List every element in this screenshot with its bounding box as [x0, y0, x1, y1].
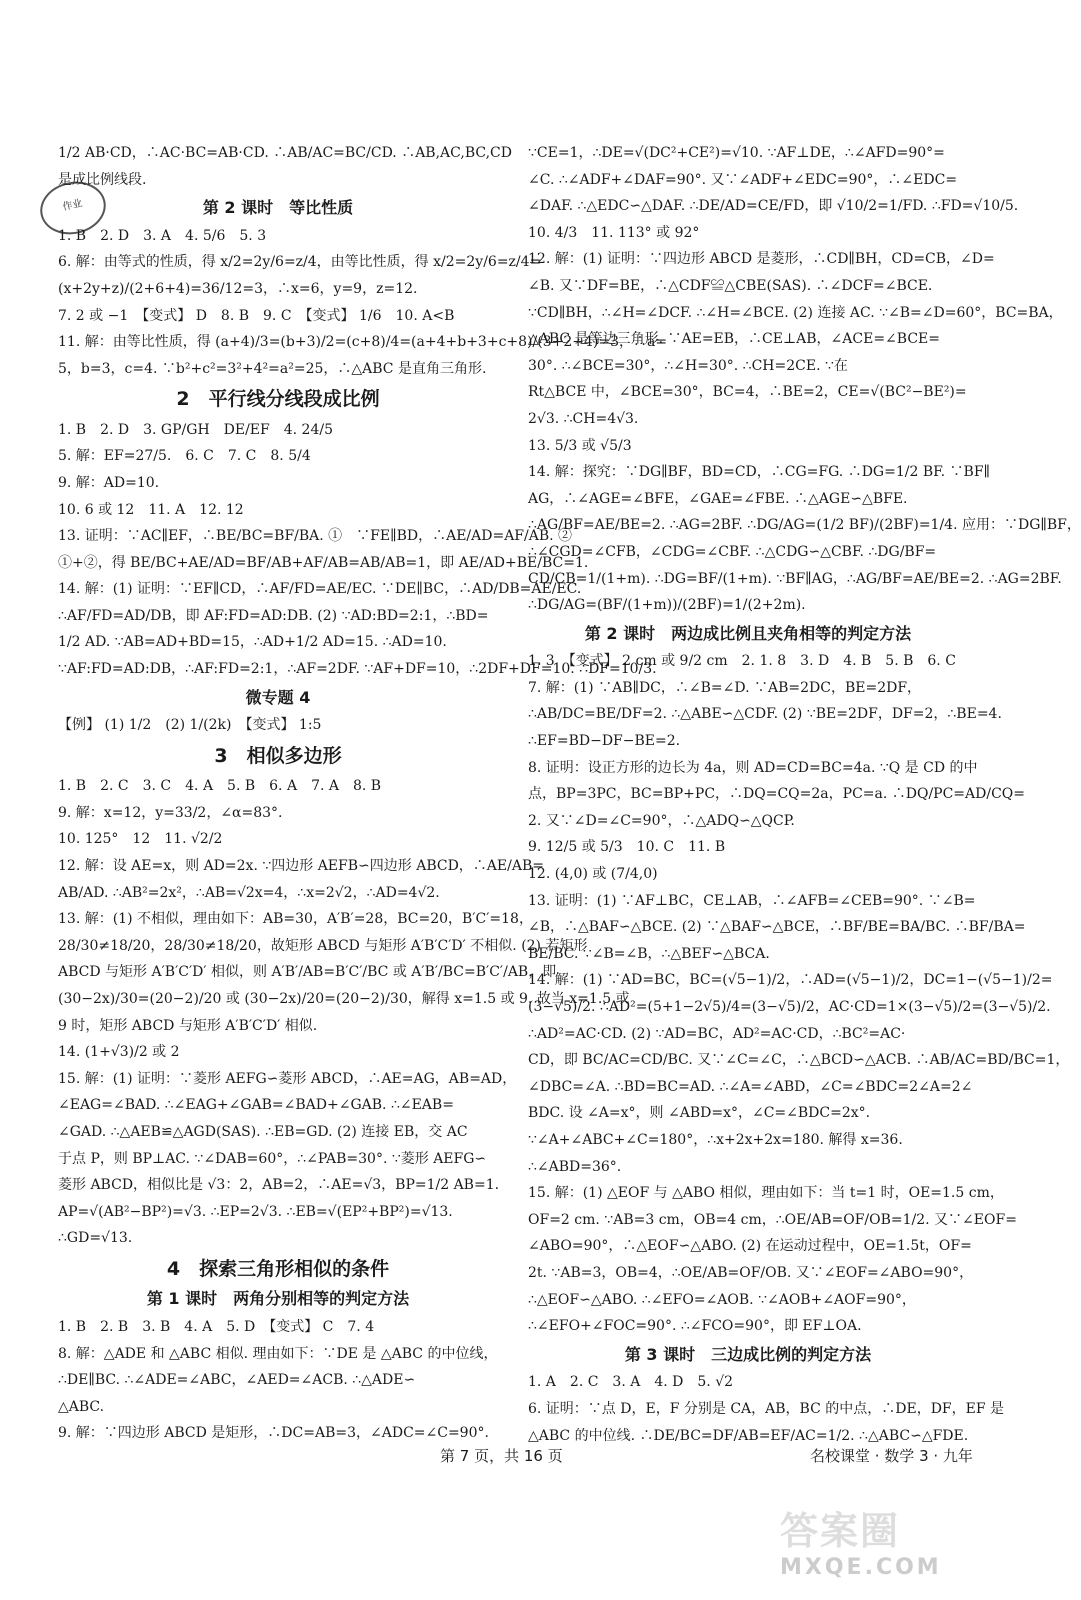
answer-line: ∠GAD. ∴△AEB≌△AGD(SAS). ∴EB=GD. (2) 连接 EB，交 AC — [58, 1123, 468, 1140]
answer-line: 2√3. ∴CH=4√3. — [528, 410, 639, 427]
watermark-logo: 答案圈 — [780, 1509, 901, 1553]
answer-line: CD/CB=1/(1+m). ∴DG=BF/(1+m). ∵BF∥AG，∴AG/BF=AE/BE=2. ∴AG=2BF. — [528, 570, 1062, 587]
section-heading: 第 2 课时 等比性质 — [202, 198, 354, 218]
answer-line: 6. 证明：∵点 D，E，F 分别是 CA，AB，BC 的中点，∴DE，DF，EF 是 — [528, 1400, 1005, 1417]
answer-line: ∠DAF. ∴△EDC∽△DAF. ∴DE/AD=CE/FD，即 √10/2=1/FD. ∴FD=√10/5. — [528, 198, 1019, 215]
answer-line: ∴GD=√13. — [58, 1230, 133, 1247]
answer-line: 12. (4,0) 或 (7/4,0) — [528, 866, 658, 883]
answer-line: BE/BC. ∵∠B=∠B，∴△BEF∽△BCA. — [528, 945, 770, 962]
answer-line: 8. 证明：设正方形的边长为 4a，则 AD=CD=BC=4a. ∵Q 是 CD 的中 — [528, 759, 978, 776]
answer-line: 1/2 AB·CD，∴AC·BC=AB·CD. ∴AB/AC=BC/CD. ∴AB,AC,BC,CD — [58, 145, 512, 161]
answer-line: 9. 12/5 或 5/3 10. C 11. B — [528, 839, 726, 856]
answer-line: ∵CE=1，∴DE=√(DC²+CE²)=√10. ∵AF⊥DE，∴∠AFD=90°= — [528, 145, 945, 161]
answer-line: 11. 解：由等比性质，得 (a+4)/3=(b+3)/2=(c+8)/4=(a+4+b+3+c+8)/(3+2+4)=3，∴a= — [58, 334, 668, 351]
answer-line: 14. 解：(1) 证明：∵EF∥CD，∴AF/FD=AE/EC. ∵DE∥BC，∴AD/DB=AE/EC. — [58, 581, 582, 598]
answer-line: 1. B 2. D 3. GP/GH DE/EF 4. 24/5 — [58, 421, 333, 438]
answer-line: ∴∠EFO+∠FOC=90°. ∴∠FCO=90°，即 EF⊥OA. — [528, 1318, 862, 1335]
right-column — [528, 140, 1081, 1449]
answer-line: 【例】 (1) 1/2 (2) 1/(2k) 【变式】 1:5 — [58, 717, 322, 734]
answer-line: ∵AF:FD=AD:DB，∴AF:FD=2:1，∴AF=2DF. ∵AF+DF=10，∴2DF+DF=10. ∴DF=10/3. — [58, 661, 657, 678]
answer-line: ∴AB/DC=BE/DF=2. ∴△ABE∽△CDF. (2) ∵BE=2DF，DF=2，∴BE=4. — [528, 706, 1002, 723]
answer-line: ∠C. ∴∠ADF+∠DAF=90°. 又∵∠ADF+∠EDC=90°，∴∠EDC= — [528, 171, 958, 188]
answer-line: ∴AG/BF=AE/BE=2. ∴AG=2BF. ∴DG/AG=(1/2 BF)/(2BF)=1/4. 应用：∵DG∥BF， — [528, 517, 1081, 534]
answer-line: CD，即 BC/AC=CD/BC. 又∵∠C=∠C，∴△BCD∽△ACB. ∴AB/AC=BD/BC=1， — [528, 1052, 1070, 1069]
answer-line: BDC. 设 ∠A=x°，则 ∠ABD=x°，∠C=∠BDC=2x°. — [528, 1105, 871, 1122]
answer-line: ∴AF/FD=AD/DB，即 AF:FD=AD:DB. (2) ∵AD:BD=2:1，∴BD= — [58, 607, 489, 624]
answer-line: Rt△BCE 中，∠BCE=30°，BC=4，∴BE=2，CE=√(BC²−BE²)= — [528, 384, 967, 401]
answer-line: 13. 解：(1) 不相似，理由如下：AB=30，A′B′=28，BC=20，B′C′=18， — [58, 911, 533, 928]
section-heading: 第 1 课时 两角分别相等的判定方法 — [146, 1289, 410, 1309]
answer-line: (x+2y+z)/(2+6+4)=36/12=3，∴x=6，y=9，z=12. — [58, 280, 418, 297]
answer-line: 9. 解：AD=10. — [58, 474, 160, 491]
answer-line: (30−2x)/30=(20−2)/20 或 (30−2x)/20=(20−2)/30，解得 x=1.5 或 9. 故当 x=1.5 或 — [58, 991, 630, 1007]
section-heading: 微专题 4 — [245, 687, 311, 707]
answer-line: ∴∠ABD=36°. — [528, 1158, 622, 1175]
answer-line: 13. 5/3 或 √5/3 — [528, 437, 632, 454]
section-heading: 3 相似多边形 — [214, 744, 342, 767]
section-heading: 2 平行线分线段成比例 — [176, 388, 380, 411]
answer-line: ∠EAG=∠BAD. ∴∠EAG+∠GAB=∠BAD+∠GAB. ∴∠EAB= — [58, 1097, 454, 1114]
answer-line: 1/2 AD. ∵AB=AD+BD=15，∴AD+1/2 AD=15. ∴AD=10. — [58, 634, 447, 651]
answer-line: 1. B 2. D 3. A 4. 5/6 5. 3 — [58, 227, 267, 244]
answer-line: 7. 解：(1) ∵AB∥DC，∴∠B=∠D. ∵AB=2DC，BE=2DF， — [528, 679, 922, 696]
answer-line: 点，BP=3PC，BC=BP+PC，∴DQ=CQ=2a，PC=a. ∴DQ/PC=AD/CQ= — [528, 786, 1026, 803]
answer-line: ∴∠CGD=∠CFB，∠CDG=∠CBF. ∴△CDG∽△CBF. ∴DG/BF= — [528, 543, 937, 560]
answer-line: 14. 解：探究：∵DG∥BF，BD=CD，∴CG=FG. ∴DG=1/2 BF. ∵BF∥ — [528, 464, 991, 481]
answer-line: 9. 解：∵四边形 ABCD 是矩形，∴DC=AB=3，∠ADC=∠C=90°. — [58, 1425, 489, 1442]
answer-line: ABCD 与矩形 A′B′C′D′ 相似，则 A′B′/AB=B′C′/BC 或 A′B′/BC=B′C′/AB，即 — [58, 964, 557, 981]
answer-line: 5. 解：EF=27/5. 6. C 7. C 8. 5/4 — [58, 448, 311, 465]
answer-line: 菱形 ABCD，相似比是 √3：2，AB=2，∴AE=√3，BP=1/2 AB=1. — [58, 1177, 500, 1194]
answer-line: 2. 又∵∠D=∠C=90°，∴△ADQ∽△QCP. — [528, 812, 795, 829]
section-heading: 第 3 课时 三边成比例的判定方法 — [624, 1344, 872, 1364]
answer-line: 14. (1+√3)/2 或 2 — [58, 1044, 180, 1061]
answer-line: △ABC. — [58, 1398, 105, 1415]
answer-line: 15. 解：(1) △EOF 与 △ABO 相似，理由如下：当 t=1 时，OE=1.5 cm， — [528, 1185, 1004, 1202]
watermark — [780, 1500, 990, 1580]
answer-line: 1. B 2. C 3. C 4. A 5. B 6. A 7. A 8. B — [58, 778, 382, 795]
answer-line: ∵∠A+∠ABC+∠C=180°，∴x+2x+2x=180. 解得 x=36. — [528, 1131, 903, 1148]
answer-line: △ABC 是等边三角形. ∵AE=EB，∴CE⊥AB，∠ACE=∠BCE= — [528, 331, 940, 348]
answer-line: ∠B，∴△BAF∽△BCE. (2) ∵△BAF∽△BCE，∴BF/BE=BA/BC. ∴BF/BA= — [528, 919, 1026, 936]
answer-line: AG，∴∠AGE=∠BFE，∠GAE=∠FBE. ∴△AGE∽△BFE. — [528, 490, 908, 507]
page-number: 第 7 页，共 16 页 — [440, 1447, 563, 1465]
watermark-url: MXQE.COM — [780, 1555, 942, 1580]
answer-line: 30°. ∴∠BCE=30°，∴∠H=30°. ∴CH=2CE. ∵在 — [528, 357, 848, 374]
book-series: 名校课堂 · 数学 3 · 九年 — [810, 1447, 973, 1465]
answer-line: OF=2 cm. ∵AB=3 cm，OB=4 cm，∴OE/AB=OF/OB=1/2. 又∵∠EOF= — [528, 1211, 1017, 1228]
answer-line: ∠ABO=90°，∴△EOF∽△ABO. (2) 在运动过程中，OE=1.5t，OF= — [528, 1238, 972, 1255]
answer-line: AP=√(AB²−BP²)=√3. ∴EP=2√3. ∴EB=√(EP²+BP²)=√13. — [58, 1203, 453, 1220]
answer-line: 13. 证明：(1) ∵AF⊥BC，CE⊥AB，∴∠AFB=∠CEB=90°. ∵∠B= — [528, 892, 976, 909]
answer-line: ∠DBC=∠A. ∴BD=BC=AD. ∴∠A=∠ABD，∠C=∠BDC=2∠A=2∠ — [528, 1078, 973, 1095]
answer-line: 7. 2 或 −1 【变式】 D 8. B 9. C 【变式】 1/6 10. A<B — [58, 307, 455, 324]
answer-line: △ABC 的中位线. ∴DE/BC=DF/AB=EF/AC=1/2. ∴△ABC∽△FDE. — [528, 1427, 969, 1444]
section-heading: 4 探索三角形相似的条件 — [166, 1257, 390, 1280]
answer-line: 9 时，矩形 ABCD 与矩形 A′B′C′D′ 相似. — [58, 1017, 318, 1034]
answer-line: 于点 P，则 BP⊥AC. ∵∠DAB=60°，∴∠PAB=30°. ∵菱形 AEFG∽ — [58, 1150, 487, 1167]
section-heading: 第 2 课时 两边成比例且夹角相等的判定方法 — [584, 623, 912, 643]
answer-line: 10. 4/3 11. 113° 或 92° — [528, 224, 700, 241]
answer-line: 10. 125° 12 11. √2/2 — [58, 831, 223, 848]
answer-line: 6. 解：由等式的性质，得 x/2=2y/6=z/4，由等比性质，得 x/2=2y/6=z/4= — [58, 254, 542, 271]
stamp: 作业 — [35, 176, 110, 241]
answer-line: 9. 解：x=12，y=33/2，∠α=83°. — [58, 804, 283, 821]
answer-line: 2t. ∵AB=3，OB=4，∴OE/AB=OF/OB. 又∵∠EOF=∠ABO=90°， — [528, 1264, 974, 1281]
answer-line: ∴AD²=AC·CD. (2) ∵AD=BC，AD²=AC·CD，∴BC²=AC· — [528, 1025, 906, 1042]
answer-line: ∴EF=BD−DF−BE=2. — [528, 733, 681, 750]
answer-line: 5，b=3，c=4. ∵b²+c²=3²+4²=a²=25，∴△ABC 是直角三角形. — [58, 360, 487, 377]
answer-line: ∴DE∥BC. ∴∠ADE=∠ABC，∠AED=∠ACB. ∴△ADE∽ — [58, 1372, 416, 1389]
answer-line: ∠B. 又∵DF=BE，∴△CDF≌△CBE(SAS). ∴∠DCF=∠BCE. — [528, 277, 933, 294]
answer-line: 8. 解：△ADE 和 △ABC 相似. 理由如下：∵DE 是 △ABC 的中位线， — [58, 1345, 498, 1362]
answer-line: ∵CD∥BH，∴∠H=∠DCF. ∴∠H=∠BCE. (2) 连接 AC. ∵∠B=∠D=60°，BC=BA， — [528, 304, 1063, 321]
answer-line: 10. 6 或 12 11. A 12. 12 — [58, 501, 244, 518]
answer-line: 15. 解：(1) 证明：∵菱形 AEFG∽菱形 ABCD，∴AE=AG，AB=AD， — [58, 1070, 517, 1087]
answer-line: ①+②，得 BE/BC+AE/AD=BF/AB+AF/AB=AB/AB=1，即 AE/AD+BE/BC=1. — [58, 554, 589, 571]
answer-line: 28/30≠18/20，28/30≠18/20，故矩形 ABCD 与矩形 A′B′C′D′ 不相似. (2) 若矩形 — [58, 937, 588, 954]
answer-line: 13. 证明：∵AC∥EF，∴BE/BC=BF/BA. ① ∵FE∥BD，∴AE/AD=AF/AB. ② — [58, 528, 573, 545]
answer-line: ∴△EOF∽△ABO. ∴∠EFO=∠AOB. ∵∠AOB+∠AOF=90°， — [528, 1291, 916, 1308]
answer-line: 14. 解：(1) ∵AD=BC，BC=(√5−1)/2，∴AD=(√5−1)/2，DC=1−(√5−1)/2= — [528, 972, 1053, 989]
answer-line: 1. B 2. B 3. B 4. A 5. D 【变式】 C 7. 4 — [58, 1318, 375, 1335]
answer-line: 12. 解：(1) 证明：∵四边形 ABCD 是菱形，∴CD∥BH，CD=CB，∠D= — [528, 251, 995, 268]
answer-line: (3−√5)/2. ∴AD²=(5+1−2√5)/4=(3−√5)/2，AC·CD=1×(3−√5)/2=(3−√5)/2. — [528, 999, 1051, 1015]
answer-line: 12. 解：设 AE=x，则 AD=2x. ∵四边形 AEFB∽四边形 ABCD，∴AE/AB= — [58, 858, 544, 875]
answer-line: 1. A 2. C 3. A 4. D 5. √2 — [528, 1374, 734, 1391]
answer-line: 是成比例线段. — [58, 171, 147, 188]
answer-line: 1. 3 【变式】 2 cm 或 9/2 cm 2. 1. 8 3. D 4. B 5. B 6. C — [528, 653, 956, 670]
answer-line: ∴DG/AG=(BF/(1+m))/(2BF)=1/(2+2m). — [528, 597, 806, 614]
answer-line: AB/AD. ∴AB²=2x²，∴AB=√2x=4，∴x=2√2，∴AD=4√2. — [58, 884, 440, 901]
